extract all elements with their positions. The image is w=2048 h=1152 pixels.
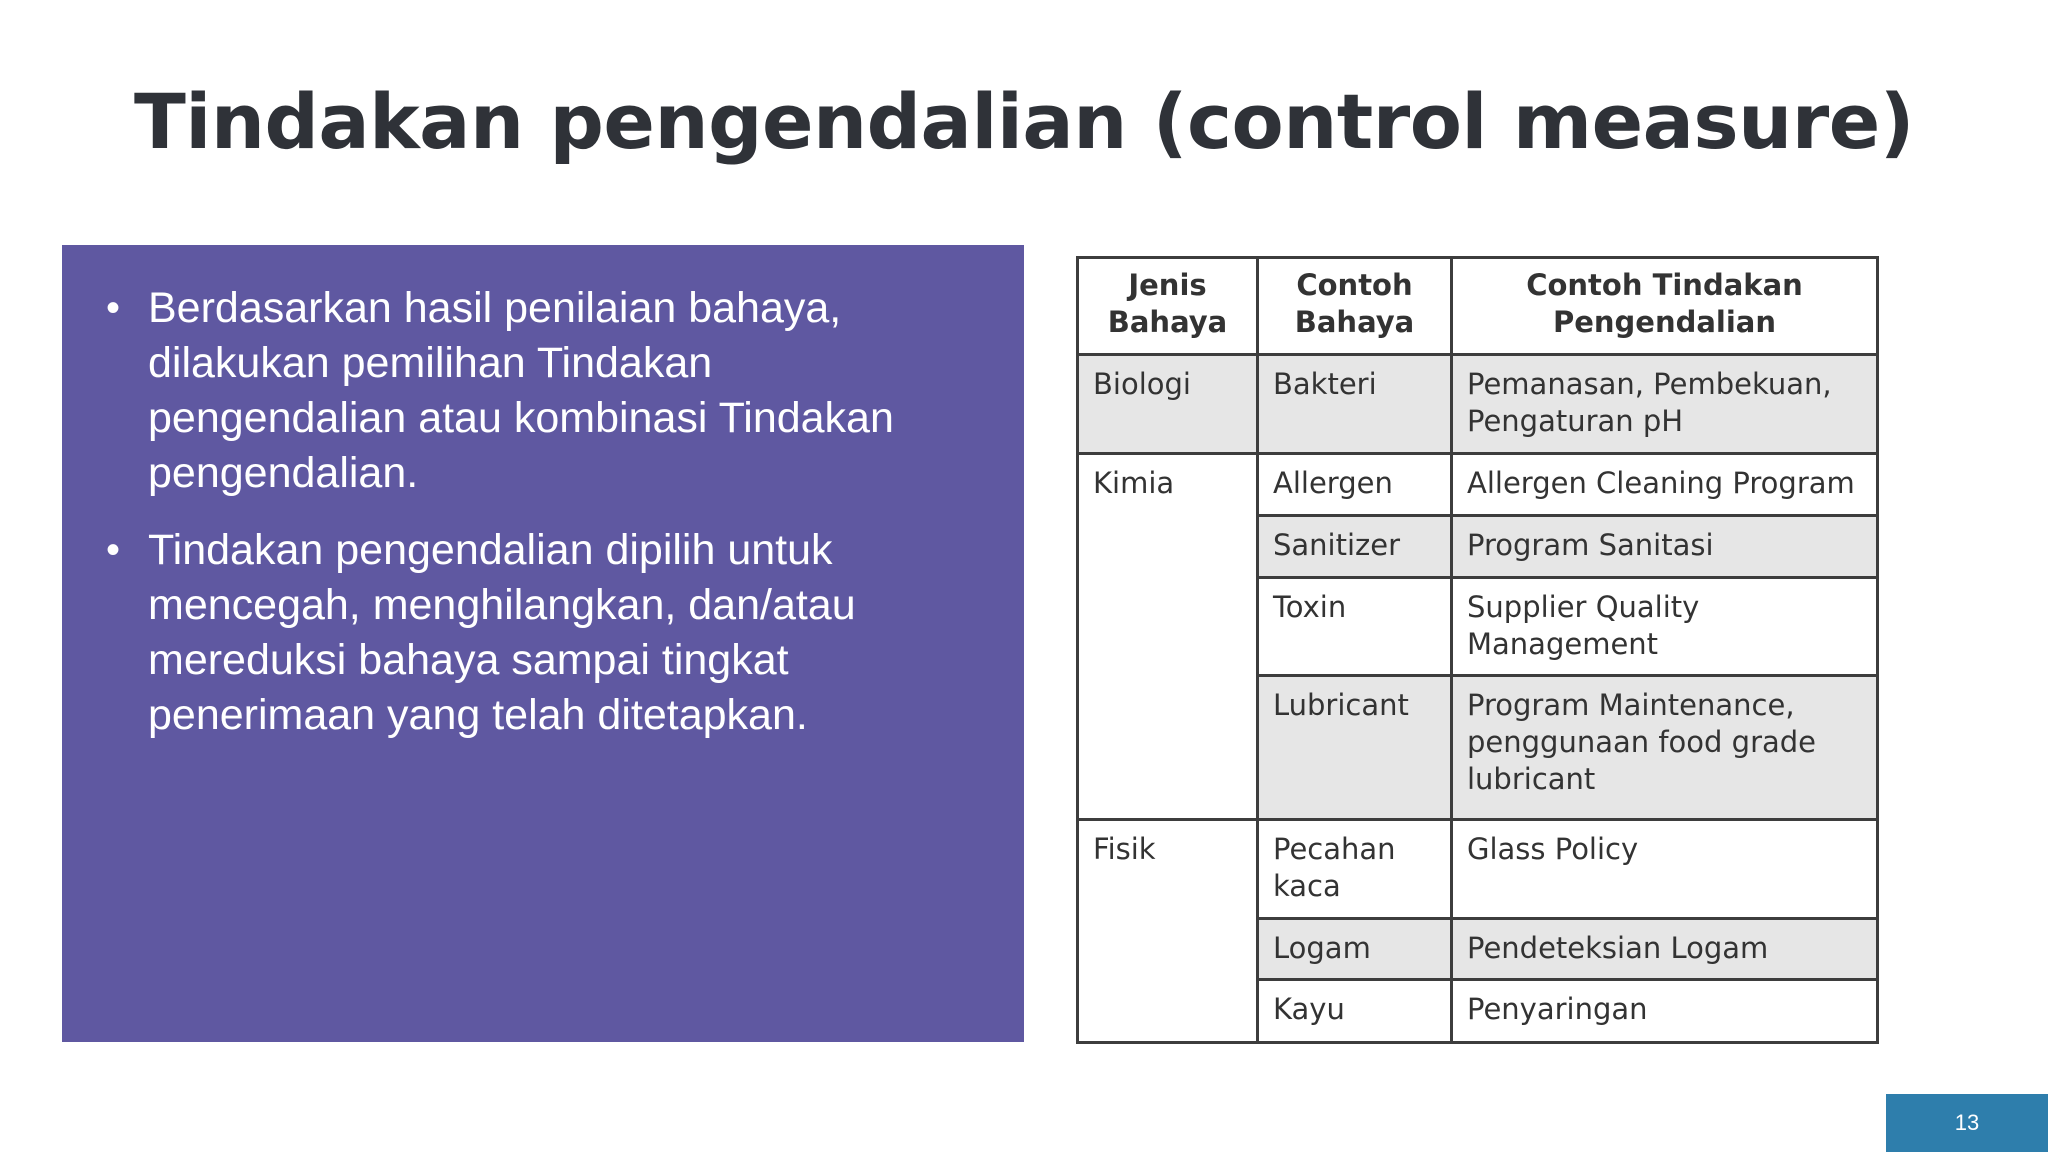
cell-contoh: Allergen (1258, 453, 1452, 515)
cell-contoh: Lubricant (1258, 676, 1452, 820)
cell-tindakan: Program Maintenance, penggunaan food grade lubricant (1452, 676, 1878, 820)
cell-jenis: Kimia (1078, 453, 1258, 820)
table-row (1078, 453, 1878, 515)
header-contoh-tindakan: Contoh Tindakan Pengendalian (1452, 258, 1878, 355)
cell-contoh: Pecahan kaca (1258, 820, 1452, 919)
header-jenis-bahaya: Jenis Bahaya (1078, 258, 1258, 355)
bullet-panel (62, 245, 1024, 1042)
header-contoh-bahaya: Contoh Bahaya (1258, 258, 1452, 355)
page-number-badge (1886, 1094, 2048, 1152)
cell-tindakan: Pemanasan, Pembekuan, Pengaturan pH (1452, 355, 1878, 454)
cell-tindakan: Penyaringan (1452, 980, 1878, 1043)
bullet-list (106, 281, 974, 743)
cell-tindakan: Glass Policy (1452, 820, 1878, 919)
hazard-table-image (1076, 256, 1876, 1044)
table-row (1078, 355, 1878, 454)
bullet-marker: • (106, 528, 121, 572)
cell-contoh: Bakteri (1258, 355, 1452, 454)
bullet-text: Berdasarkan hasil penilaian bahaya, dilakukan pemilihan Tindakan pengendalian atau kombinasi Tindakan pengendalian. (148, 284, 894, 497)
hazard-table (1076, 256, 1879, 1044)
bullet-item (106, 281, 974, 501)
bullet-item (106, 523, 974, 743)
cell-tindakan: Allergen Cleaning Program (1452, 453, 1878, 515)
table-row (1078, 820, 1878, 919)
cell-contoh: Logam (1258, 919, 1452, 980)
bullet-text: Tindakan pengendalian dipilih untuk mencegah, menghilangkan, dan/atau mereduksi bahaya sampai tingkat penerimaan yang telah ditetapkan. (148, 526, 856, 739)
cell-tindakan: Supplier Quality Management (1452, 577, 1878, 676)
cell-jenis: Fisik (1078, 820, 1258, 1043)
cell-contoh: Sanitizer (1258, 516, 1452, 577)
cell-jenis: Biologi (1078, 355, 1258, 454)
slide-title: Tindakan pengendalian (control measure) (133, 77, 1915, 166)
cell-tindakan: Program Sanitasi (1452, 516, 1878, 577)
bullet-marker: • (106, 286, 121, 330)
cell-tindakan: Pendeteksian Logam (1452, 919, 1878, 980)
table-header-row (1078, 258, 1878, 355)
page-number: 13 (1954, 1110, 1980, 1135)
cell-contoh: Toxin (1258, 577, 1452, 676)
cell-contoh: Kayu (1258, 980, 1452, 1043)
